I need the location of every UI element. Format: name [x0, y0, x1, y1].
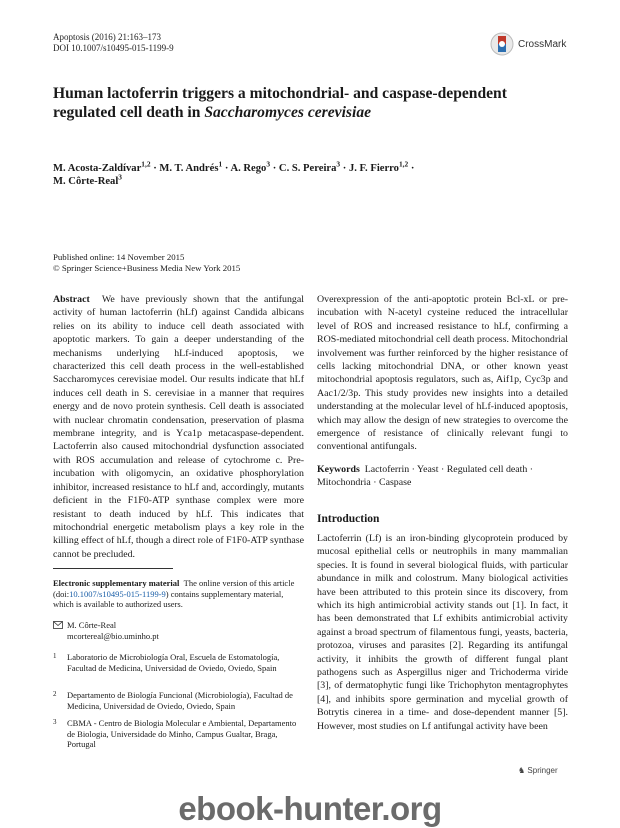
esm-text: ) contains supplementary material, which is available to authorized users. — [53, 588, 284, 609]
abstract-text-left: We have previously shown that the antifungal activity of human lactoferrin (hLf) against Candida albicans relies on its ability to induce cell death associated with apoptotic markers. To gain a deeper understanding of the mechanisms underlying hLf-induced apoptosis, we characterized this cell death process in the well-established Saccharomyces cerevisiae model. Our results indicate that hLf induces cell death in S. cerevisiae in a manner that requires energy and de novo protein synthesis. Cell death is associated with nuclear chromatin condensation, preservation of plasma membrane integrity, and is Yca1p metacaspase-dependent. Lactoferrin also caused mitochondrial dysfunction associated with ROS accumulation and release of cytochrome c. Pre-incubation with oligomycin, an oxidative phosphorylation inhibitor, increased resistance to hLf and, accordingly, mutants deficient in the F1F0-ATP synthase complex were more resistant to death induced by hLf. This indicates that mitochondrial energetic metabolism plays a key role in the killing effect of hLf, though a direct role of F1F0-ATP synthase cannot be precluded. — [53, 294, 304, 560]
esm-text: The online version of this article (doi: — [53, 578, 295, 599]
journal-citation: Apoptosis (2016) 21:163–173 — [53, 32, 161, 42]
corresponding-author: M. Côrte-Real — [67, 620, 117, 630]
affiliation-text: Laboratorio de Microbiología Oral, Escuela de Estomatología, Facultad de Medicina, Universidad de Oviedo, Oviedo, Spain — [67, 652, 280, 673]
author[interactable]: J. F. Fierro — [348, 163, 399, 174]
keywords-label: Keywords — [317, 464, 360, 475]
abstract-left-column — [53, 293, 304, 561]
author-affiliation-ref: 3 — [336, 159, 341, 169]
author-affiliation-ref: 3 — [266, 159, 271, 169]
running-header — [53, 32, 174, 54]
watermark: ebook-hunter.org — [178, 790, 442, 827]
separator: · — [153, 163, 157, 174]
article-title — [53, 84, 573, 122]
crossmark-badge[interactable] — [490, 30, 580, 58]
supplementary-note — [53, 578, 304, 610]
crossmark-label: CrossMark — [518, 38, 567, 50]
introduction-text: Lactoferrin (Lf) is an iron-binding glycoprotein produced by mucosal epithelial cells or neutrophils in many mammalian species. It is found in several biological fluids, with particular abundance in milk and colostrum. Many biological activities have been attributed to this protein since its discovery, from which its high antimicrobial activity stands out [1]. In fact, it has been demonstrated that Lf exhibits antimicrobial activity against a broad spectrum of filamentous fungi, yeasts, bacteria, protozoa, viruses and parasites [2]. Regarding its antifungal activity, it inhibits the growth of different fungal plant pathogens such as Aspergillus niger and Trichoderma viride [3], of dermatophytic fungi like Trichophyton mentagrophytes [4], and inhibits spore germination and mycelial growth of Botrytis cinerea in a time- and dose-dependent manner [5]. However, most studies on Lf antifungal activity have been — [317, 533, 568, 732]
affiliation-item — [53, 690, 304, 718]
abstract-text-right: Overexpression of the anti-apoptotic protein Bcl-xL or pre-incubation with N-acetyl cysteine reduced the intracellular level of ROS and increased resistance to hLf, confirming a ROS-mediated mitochondrial cell death process. Mitochondrial involvement was further reinforced by the higher resistance of cells lacking mitochondrial DNA, or other known yeast mitochondrial apoptosis regulators, such as, Aif1p, Cyc3p and Aac1/2/3p. This study provides new insights into a detailed understanding at the molecular level of hLf-induced apoptosis, which may allow the design of new strategies to overcome the emergence of resistance of clinically relevant fungi to conventional antifungals. — [317, 294, 568, 453]
abstract-label: Abstract — [53, 294, 90, 305]
section-heading-introduction: Introduction — [317, 513, 380, 525]
keywords — [317, 463, 568, 490]
affiliation-item — [53, 652, 304, 690]
keywords-list: Lactoferrin · Yeast · Regulated cell death · Mitochondria · Caspase — [317, 464, 534, 489]
publication-info — [53, 252, 240, 274]
title-main: Human lactoferrin triggers a mitochondrial- and caspase-dependent regulated cell death in — [53, 85, 507, 121]
author-affiliation-ref: 1,2 — [398, 159, 409, 169]
envelope-icon — [53, 621, 63, 629]
author-affiliation-ref: 1,2 — [141, 159, 151, 169]
author[interactable]: M. Acosta-Zaldívar — [53, 163, 142, 174]
affiliation-text: CBMA - Centro de Biologia Molecular e Ambiental, Departamento de Biologia, Universidade do Minho, Campus Gualtar, Braga, Portugal — [67, 718, 297, 749]
author[interactable]: C. S. Pereira — [278, 163, 337, 174]
affiliation-number: 3 — [53, 718, 57, 726]
publisher-logo — [518, 766, 558, 775]
esm-label: Electronic supplementary material — [53, 578, 180, 588]
copyright-line: © Springer Science+Business Media New York 2015 — [53, 263, 241, 273]
springer-horse-icon: ♞ — [518, 766, 526, 775]
affiliation-number: 2 — [53, 690, 57, 698]
affiliations — [53, 652, 304, 756]
abstract-right-column — [317, 293, 568, 454]
author-affiliation-ref: 1 — [218, 159, 223, 169]
separator: · — [272, 163, 277, 174]
author[interactable]: M. Côrte-Real — [53, 176, 119, 187]
springer-label: Springer — [527, 766, 558, 775]
affiliation-text: Departamento de Biología Funcional (Microbiología), Facultad de Medicina, Universidad de Oviedo, Oviedo, Spain — [67, 690, 293, 711]
title-species: Saccharomyces cerevisiae — [204, 104, 372, 121]
correspondence — [53, 620, 304, 641]
author-list — [53, 159, 573, 188]
footnote-divider — [53, 568, 173, 569]
author[interactable]: M. T. Andrés — [159, 163, 219, 174]
crossmark-icon — [490, 32, 514, 56]
separator: · — [342, 163, 347, 174]
author-affiliation-ref: 3 — [118, 172, 122, 182]
separator: · — [224, 163, 229, 174]
esm-doi-link[interactable]: 10.1007/s10495-015-1199-9 — [69, 588, 166, 599]
doi-line: DOI 10.1007/s10495-015-1199-9 — [53, 43, 174, 53]
published-date: Published online: 14 November 2015 — [53, 252, 185, 262]
affiliation-number: 1 — [53, 652, 57, 660]
affiliation-item — [53, 718, 304, 756]
separator: · — [410, 163, 415, 174]
corresponding-email[interactable]: mcortereal@bio.uminho.pt — [67, 630, 159, 641]
author[interactable]: A. Rego — [230, 163, 267, 174]
